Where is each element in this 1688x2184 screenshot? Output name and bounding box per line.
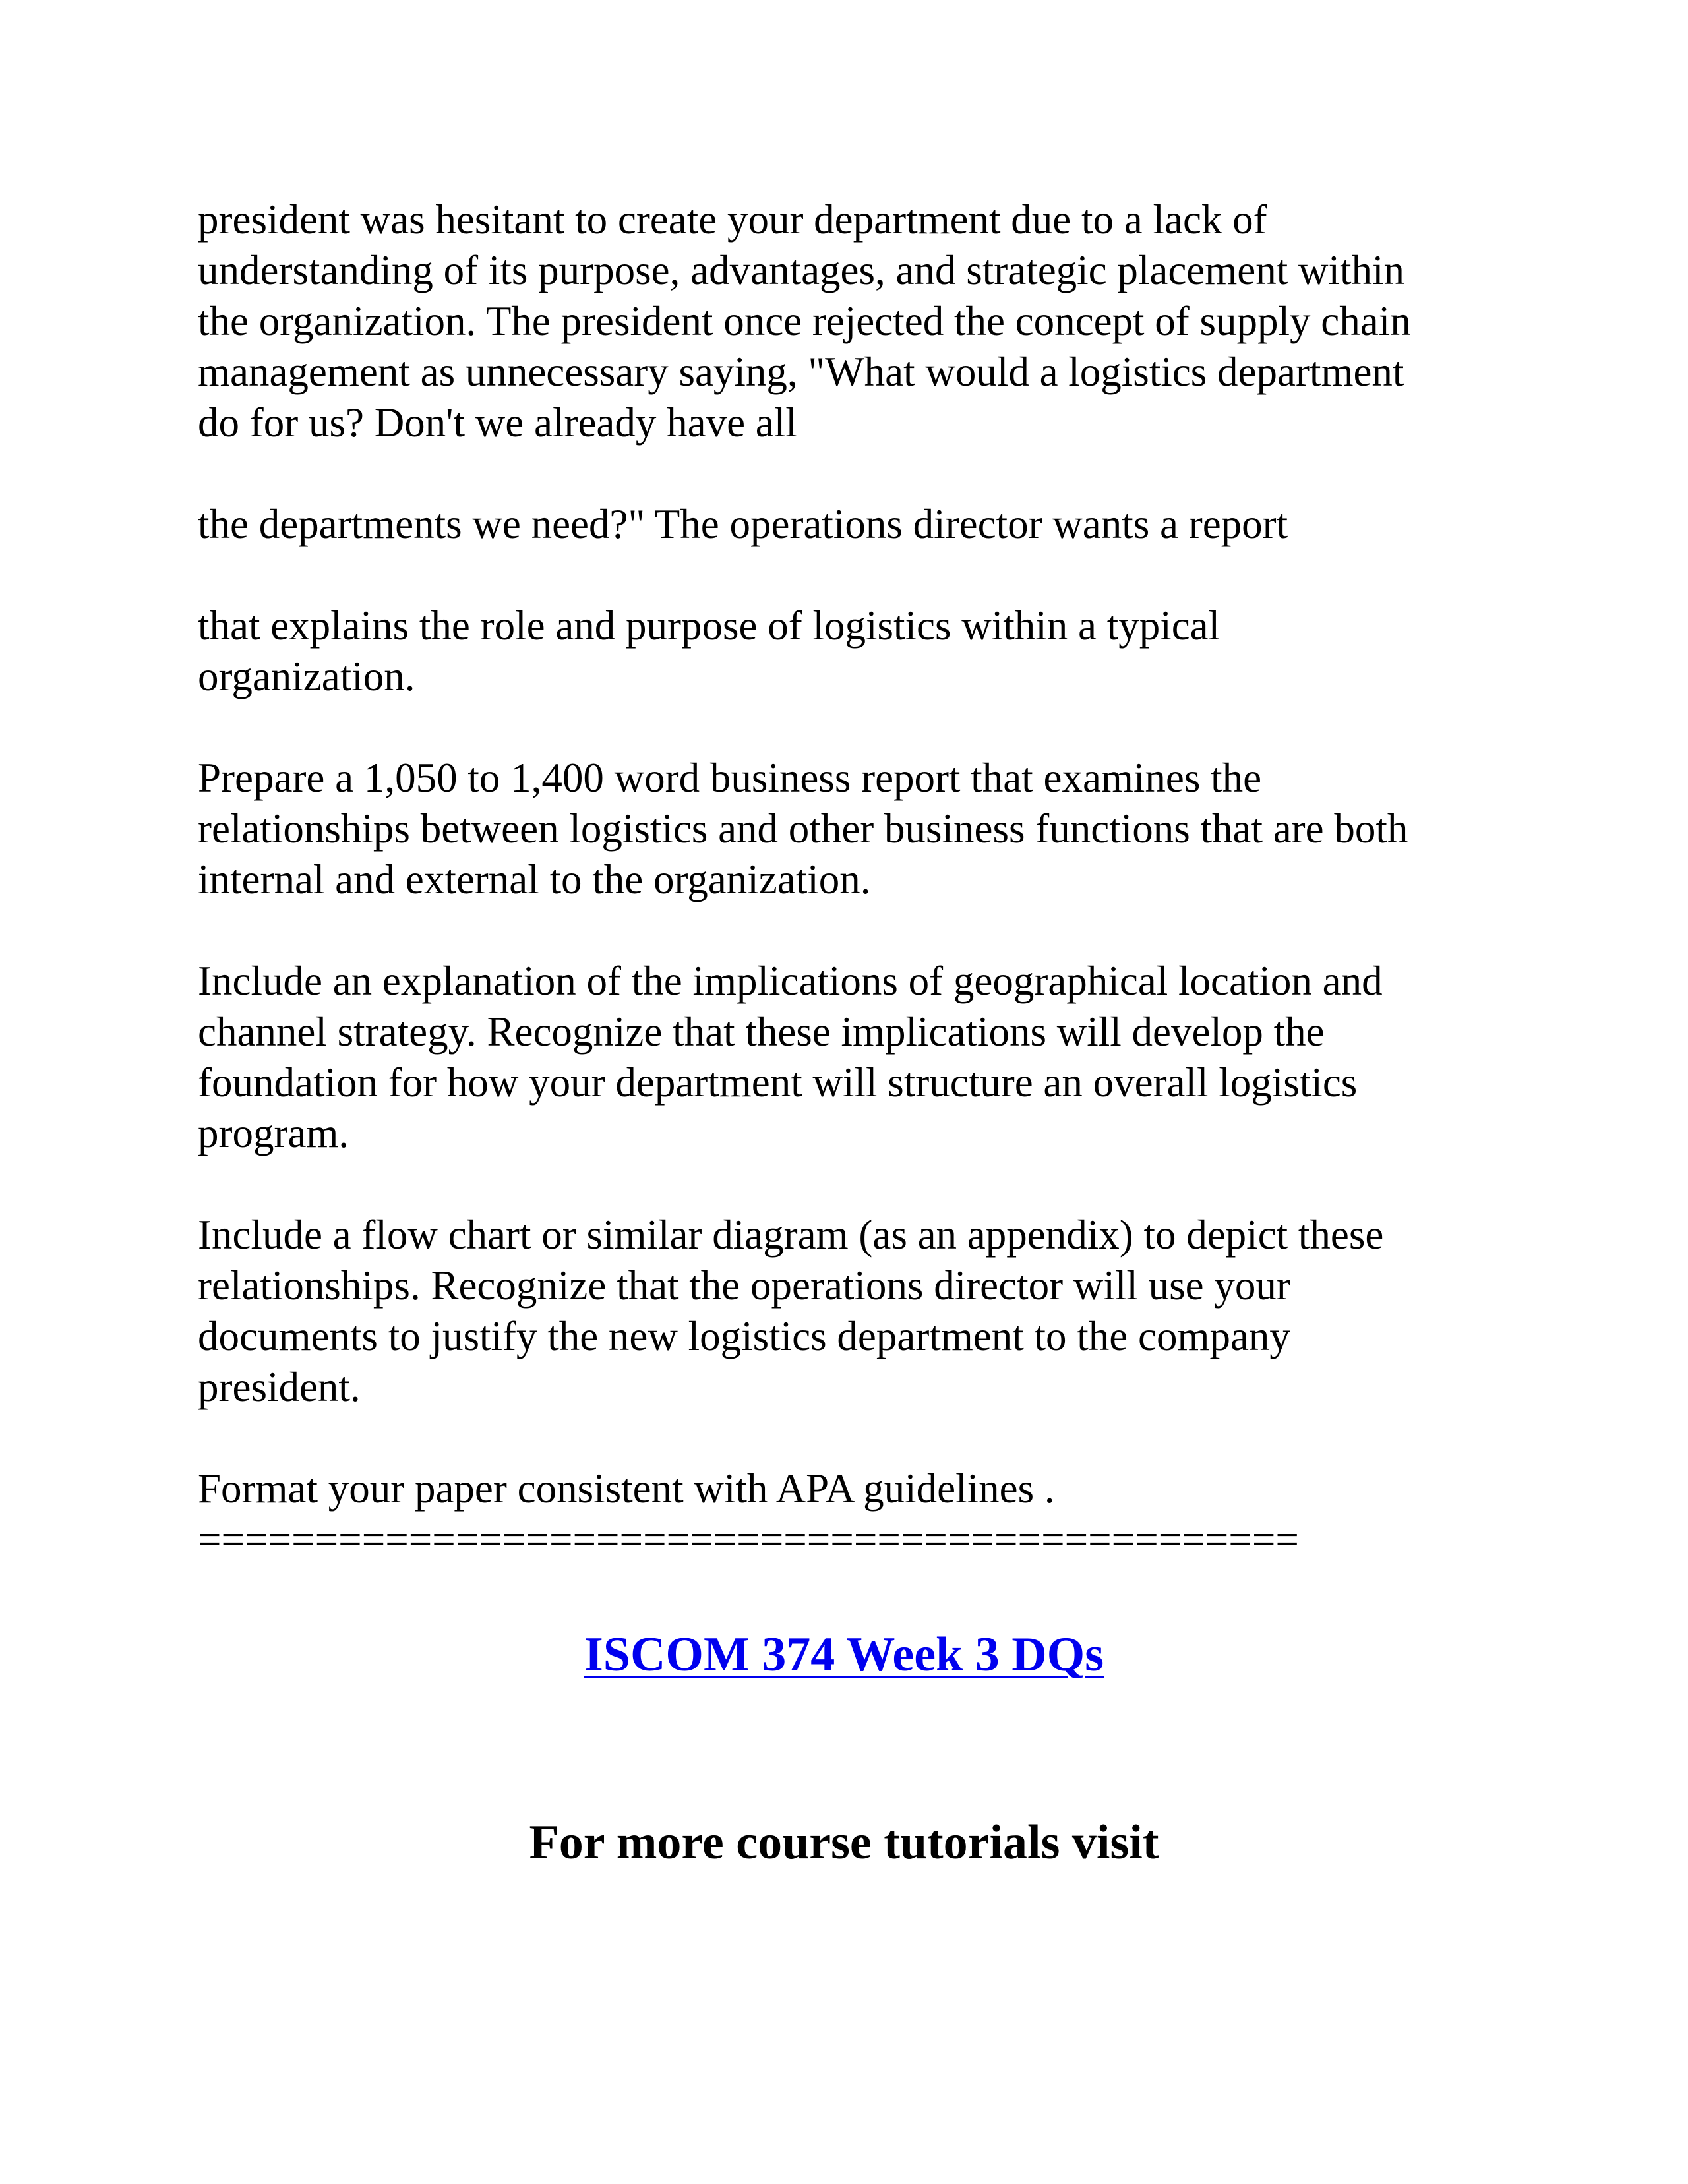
paragraph-departments-we-need: the departments we need?" The operations director wants a report xyxy=(198,501,1288,547)
paragraph-geographical-location: Include an explanation of the implications of geographical location and channel strategy. Recognize that these implications will develop the foundation for how your department will structure an overall logistics program. xyxy=(198,958,1383,1156)
course-link-heading xyxy=(0,1625,1688,1684)
paragraph-flow-chart: Include a flow chart or similar diagram (as an appendix) to depict these relationships. Recognize that the operations director will use your documents to justify the new logistics department to the company president. xyxy=(198,1212,1384,1410)
paragraph-apa-format: Format your paper consistent with APA guidelines . xyxy=(198,1465,1055,1512)
iscom-374-week-3-dqs-link[interactable]: ISCOM 374 Week 3 DQs xyxy=(584,1628,1104,1682)
document-body xyxy=(198,194,1517,1565)
separator-line: =============================================== xyxy=(198,1516,1299,1562)
paragraph-role-and-purpose: that explains the role and purpose of logistics within a typical organization. xyxy=(198,603,1221,699)
paragraph-prepare-report: Prepare a 1,050 to 1,400 word business report that examines the relationships between logistics and other business functions that are both internal and external to the organization. xyxy=(198,755,1408,902)
paragraph-president-hesitant: president was hesitant to create your department due to a lack of understanding of its purpose, advantages, and strategic placement within the organization. The president once rejected the concept of supply chain management as unnecessary saying, "What would a logistics department do for us? Don't we already have all xyxy=(198,196,1411,446)
more-tutorials-heading: For more course tutorials visit xyxy=(529,1815,1159,1870)
